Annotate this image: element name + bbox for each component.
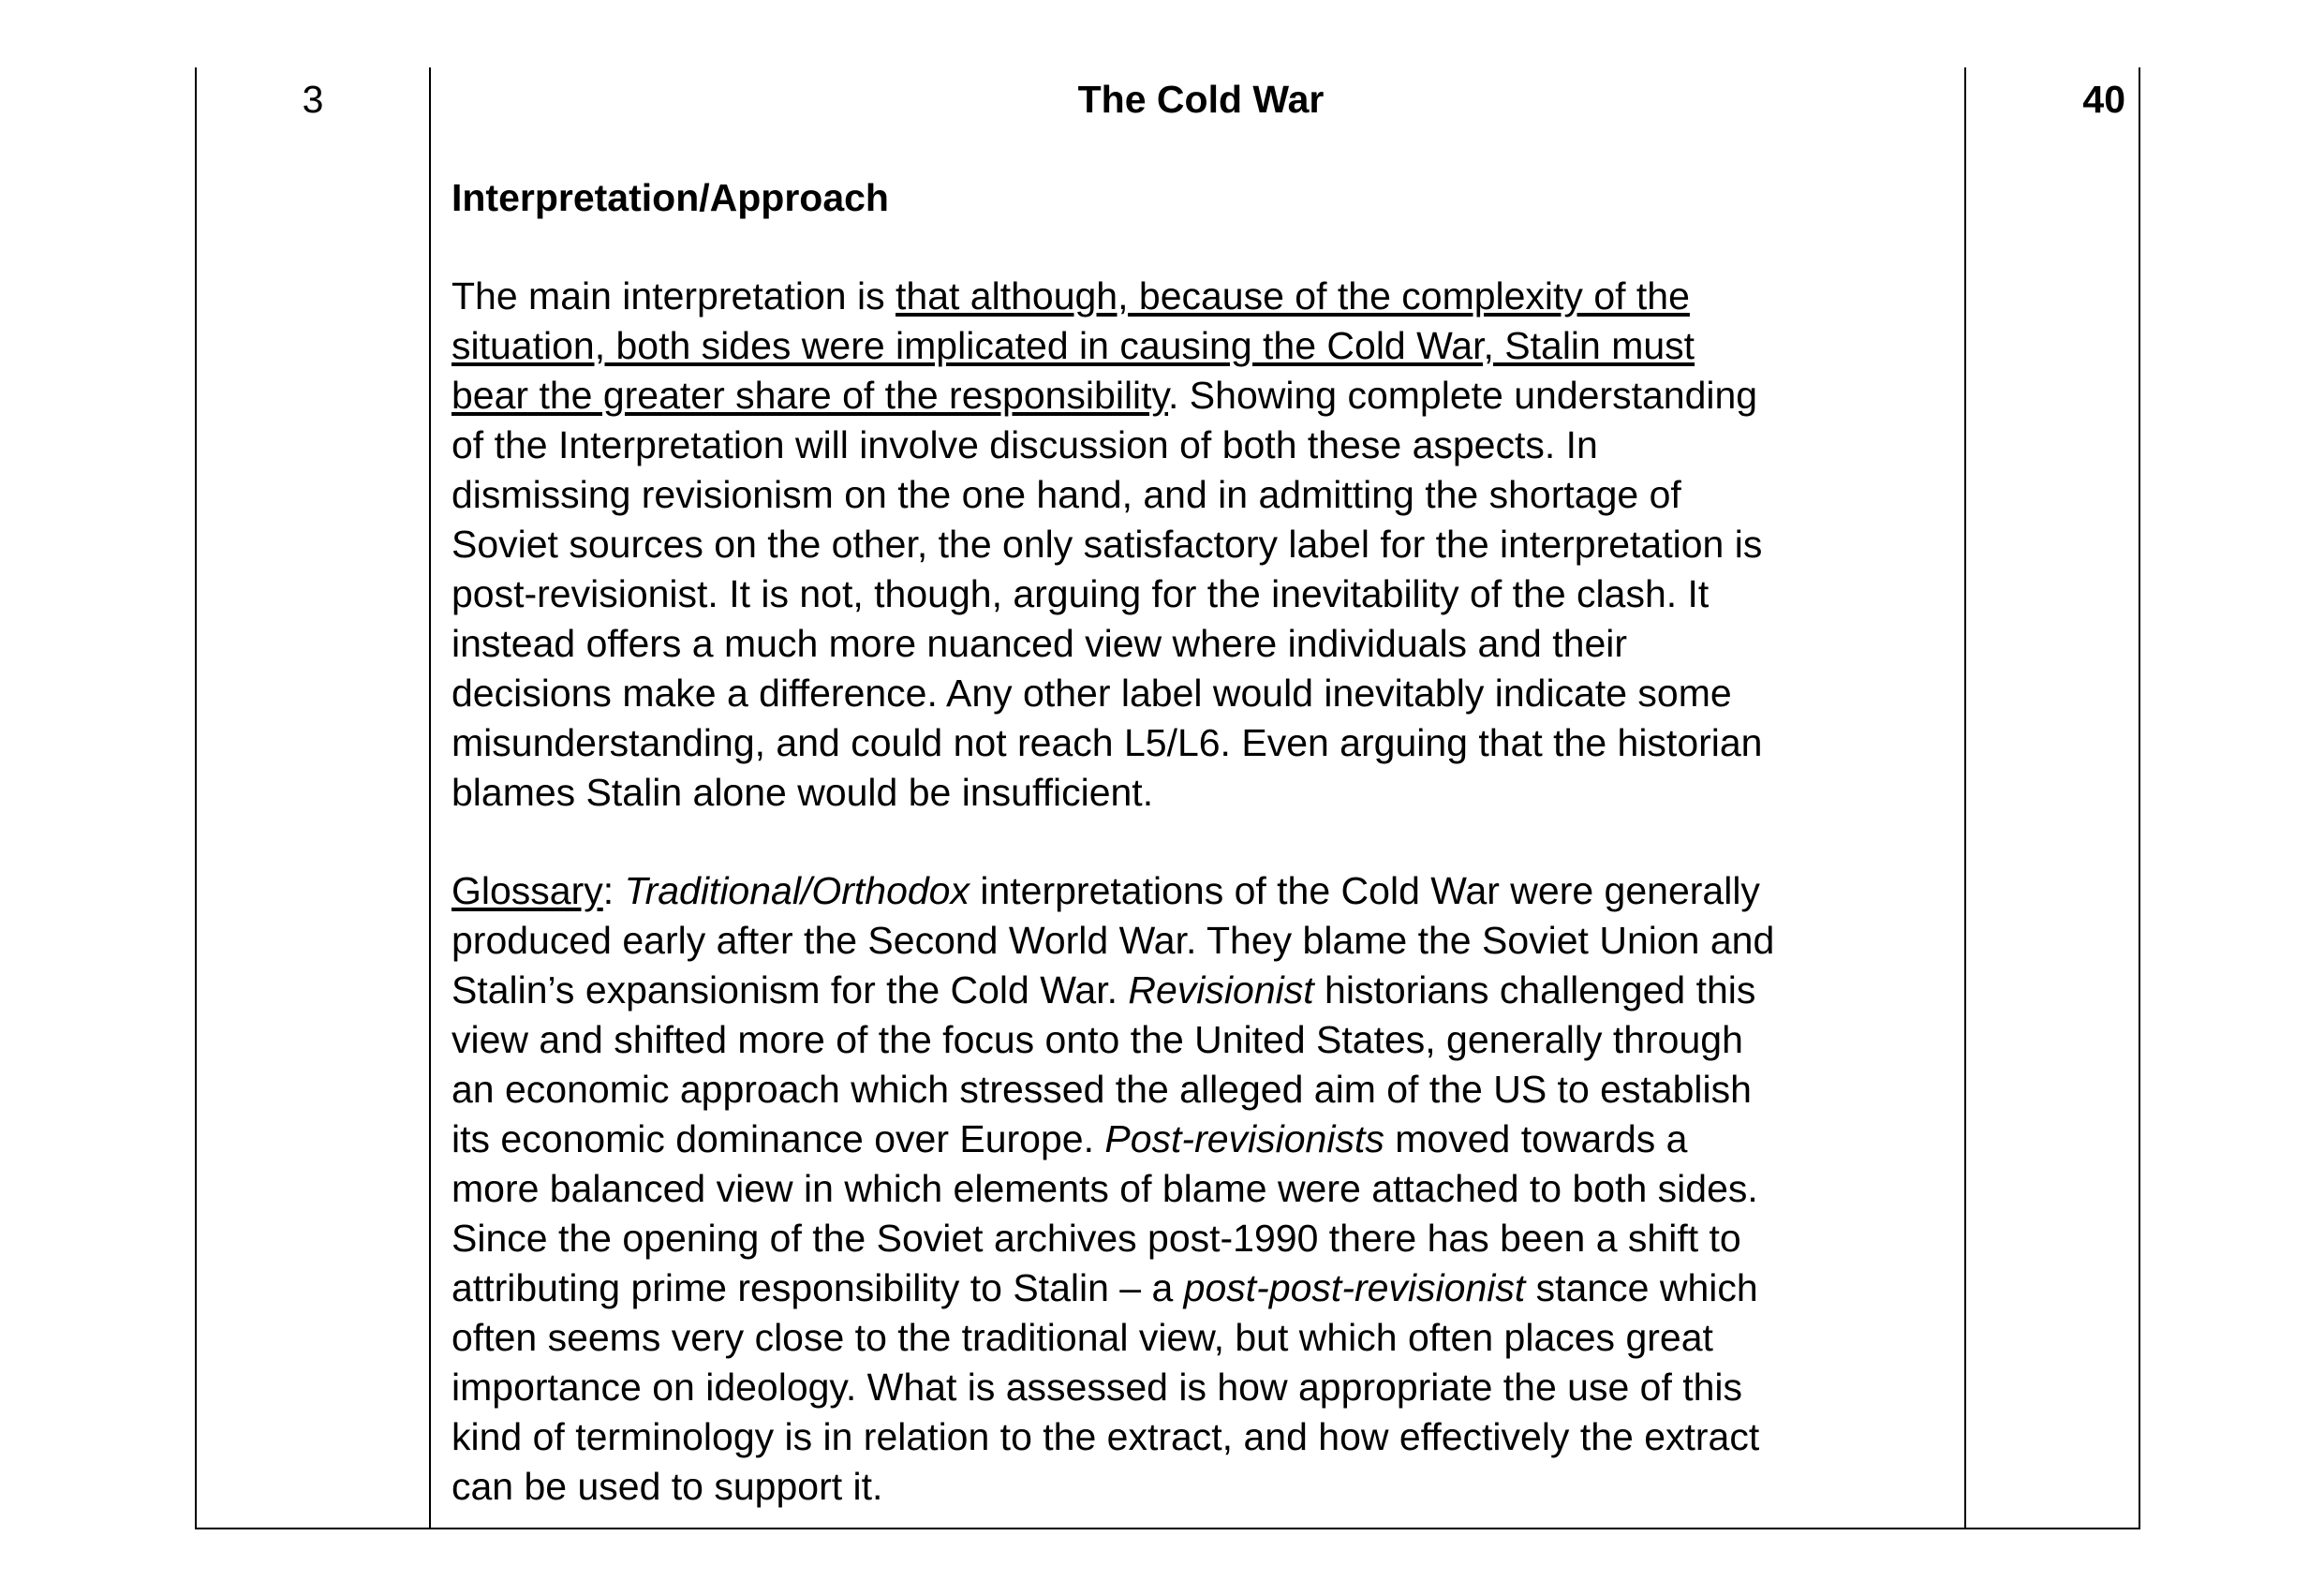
text-line: produced early after the Second World War. They blame the Soviet Union and xyxy=(451,919,1775,962)
text-line: kind of terminology is in relation to the extract, and how effectively the extract xyxy=(451,1415,1760,1458)
text-line: attributing prime responsibility to Stalin – a post-post-revisionist stance which xyxy=(451,1266,1758,1309)
text-line: Stalin’s expansionism for the Cold War. Revisionist historians challenged this xyxy=(451,968,1756,1012)
marks-value: 40 xyxy=(2082,78,2125,121)
text-line: bear the greater share of the responsibility. Showing complete understanding xyxy=(451,374,1758,417)
text-line: of the Interpretation will involve discussion of both these aspects. In xyxy=(451,423,1598,466)
text-line: The main interpretation is that although, because of the complexity of the xyxy=(451,274,1690,318)
text-line: more balanced view in which elements of blame were attached to both sides. xyxy=(451,1167,1758,1210)
interpretation-paragraph xyxy=(451,272,1950,818)
glossary-paragraph xyxy=(451,866,1950,1512)
text-line: decisions make a difference. Any other label would inevitably indicate some xyxy=(451,672,1732,715)
glossary-label: Glossary xyxy=(451,869,603,912)
answer-guidance-cell xyxy=(451,75,1950,1512)
section-heading: Interpretation/Approach xyxy=(451,176,889,219)
text-line: misunderstanding, and could not reach L5/L6. Even arguing that the historian xyxy=(451,721,1763,764)
text-line: Soviet sources on the other, the only satisfactory label for the interpretation is xyxy=(451,523,1763,566)
text-line: importance on ideology. What is assessed is how appropriate the use of this xyxy=(451,1366,1743,1409)
text-line: post-revisionist. It is not, though, arguing for the inevitability of the clash. It xyxy=(451,572,1710,615)
text-line: Since the opening of the Soviet archives post-1990 there has been a shift to xyxy=(451,1217,1741,1260)
text-line: Glossary: Traditional/Orthodox interpretations of the Cold War were generally xyxy=(451,869,1760,912)
text-line: an economic approach which stressed the alleged aim of the US to establish xyxy=(451,1068,1752,1111)
text-line: view and shifted more of the focus onto the United States, generally through xyxy=(451,1018,1743,1061)
text-line: often seems very close to the traditional view, but which often places great xyxy=(451,1316,1713,1359)
text-line: situation, both sides were implicated in causing the Cold War, Stalin must xyxy=(451,324,1695,367)
question-number: 3 xyxy=(302,78,324,121)
text-line: instead offers a much more nuanced view where individuals and their xyxy=(451,622,1628,665)
text-line: blames Stalin alone would be insufficient. xyxy=(451,771,1154,814)
text-line: its economic dominance over Europe. Post-revisionists moved towards a xyxy=(451,1117,1688,1160)
question-title: The Cold War xyxy=(1077,78,1325,121)
text-line: dismissing revisionism on the one hand, and in admitting the shortage of xyxy=(451,473,1681,516)
column-divider-left xyxy=(429,67,431,1528)
mark-scheme-table xyxy=(195,67,2140,1529)
text-line: can be used to support it. xyxy=(451,1465,883,1508)
column-divider-right xyxy=(1964,67,1966,1528)
